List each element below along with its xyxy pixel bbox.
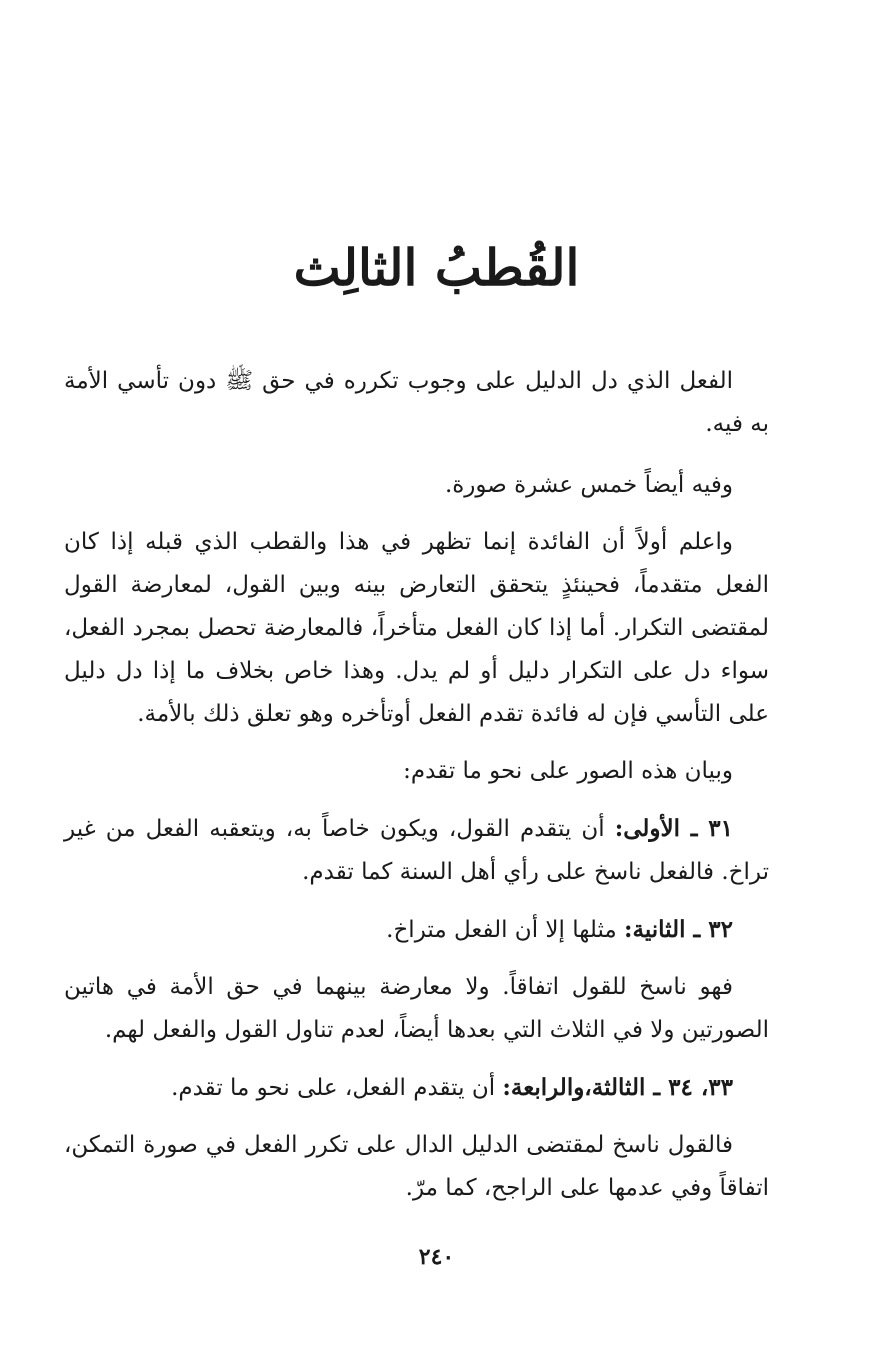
paragraph-case-31	[64, 807, 769, 894]
case-label: ٣٣، ٣٤ ـ الثالثة،والرابعة:	[502, 1074, 733, 1101]
paragraph-case-33-34	[64, 1066, 769, 1110]
paragraph-abrogation: فهو ناسخ للقول اتفاقاً. ولا معارضة بينهما في حق الأمة في هاتين الصورتين ولا في الثلاث التي بعدها أيضاً، لعدم تناول القول والفعل لهم.	[64, 974, 769, 1043]
case-label: ٣٢ ـ الثانية:	[624, 916, 733, 943]
paragraph-statement: وبيان هذه الصور على نحو ما تقدم:	[403, 758, 733, 784]
paragraph-explanation: واعلم أولاً أن الفائدة إنما تظهر في هذا والقطب الذي قبله إذا كان الفعل متقدماً، فحينئذٍ يتحقق التعارض بينه وبين القول، لمعارضة القول لمقتضى التكرار. أما إذا كان الفعل متأخراً، فالمعارضة تحصل بمجرد الفعل، سواء دل على التكرار دليل أو لم يدل. وهذا خاص بخلاف ما إذا دل دليل على التأسي فإن له فائدة تقدم الفعل أوتأخره وهو تعلق ذلك بالأمة.	[64, 529, 769, 727]
paragraph-intro: الفعل الذي دل الدليل على وجوب تكرره في حق ﷺ دون تأسي الأمة به فيه.	[64, 368, 769, 437]
paragraph-conclusion: فالقول ناسخ لمقتضى الدليل الدال على تكرر الفعل في صورة التمكن، اتفاقاً وفي عدمها على الراجح، كما مرّ.	[64, 1132, 769, 1201]
page-number: ٢٤٠	[418, 1244, 455, 1270]
paragraph-case-32	[64, 908, 769, 952]
case-text: مثلها إلا أن الفعل متراخ.	[386, 917, 625, 943]
case-text: أن يتقدم الفعل، على نحو ما تقدم.	[171, 1075, 503, 1101]
case-text: أن يتقدم القول، ويكون خاصاً به، ويتعقبه الفعل من غير تراخ. فالفعل ناسخ على رأي أهل السنة كما تقدم.	[64, 816, 769, 885]
chapter-title: القُطبُ الثالِث	[293, 238, 580, 297]
paragraph-count: وفيه أيضاً خمس عشرة صورة.	[444, 472, 733, 498]
case-label: ٣١ ـ الأولى:	[614, 815, 733, 842]
body-text	[64, 360, 769, 1224]
